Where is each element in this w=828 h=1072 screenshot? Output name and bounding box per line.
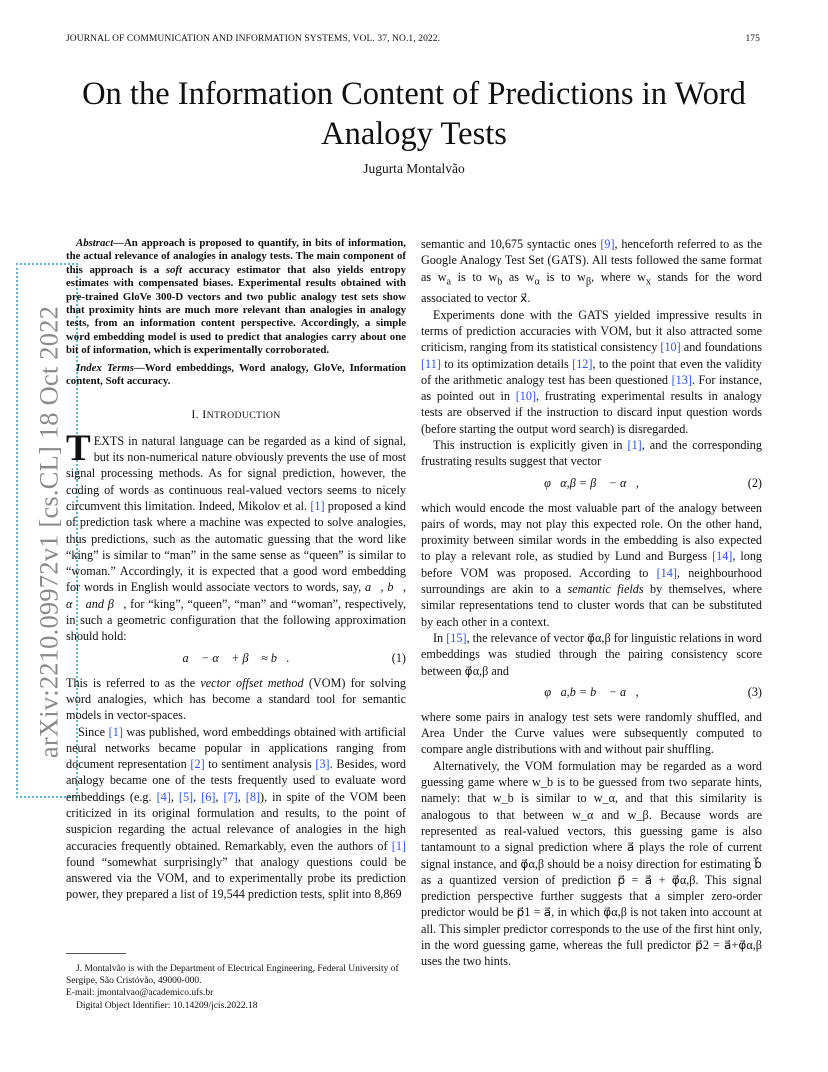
citation-link[interactable]: [1] (310, 498, 325, 513)
right-column (421, 236, 762, 970)
footnote (66, 963, 406, 1012)
citation-link[interactable]: [1] (627, 438, 642, 452)
body-paragraph-5: In [15], the relevance of vector φ⃗α,β for linguistic relations in word embeddings was studied through the pairing consistency score between φ⃗α,β and (421, 630, 763, 678)
citation-link[interactable]: [10] (660, 340, 681, 355)
equation-3: φ⃗a,b = b⃗ − a⃗, (3) (544, 684, 762, 699)
body-paragraph-7: Alternatively, the VOM formulation may be regarded as a word guessing game where w_b is to be guessed from two separate hints, namely: that w_b is similar to w_α, and that this similarity is analogous to that between w_α and w_β. Because words are represented as real-valued vectors, this guessing game is also tantamount to a signal prediction where a⃗ plays the role of current signal instance, and φ⃗α,β should be a noisy direction for estimating b⃗ as a quantized version of prediction p⃗ = a⃗ + φ⃗α,β. This signal prediction perspective further suggests that a simpler zero-order predictor would be p⃗1 = a⃗, in which φ⃗α,β is not taken into account at all. This simpler predictor corresponds to the use of the first hint only, in the word guessing game, whereas the full predictor p⃗2 = a⃗+φ⃗α,β uses the two hints. (421, 758, 762, 969)
section-heading: I. INTRODUCTION (191, 407, 281, 422)
citation-link[interactable]: [14] (712, 549, 733, 564)
citation-link[interactable]: [12] (572, 356, 593, 371)
citation-link[interactable]: [4] (156, 789, 171, 804)
citation-link[interactable]: [3] (315, 757, 330, 772)
left-column (66, 237, 406, 903)
running-header: JOURNAL OF COMMUNICATION AND INFORMATION SYSTEMS, VOL. 37, NO.1, 2022. (66, 34, 441, 44)
paper-title: On the Information Content of Predictions in Word Analogy Tests (82, 76, 746, 152)
index-terms-label: Index Terms (76, 361, 135, 374)
author-name: Jugurta Montalvão (363, 161, 465, 176)
citation-link[interactable]: [11] (421, 356, 441, 371)
citation-link[interactable]: [10] (515, 389, 537, 404)
intro-paragraph-2: This is referred to as the vector offset method (VOM) for solving word analogies, which has become a standard tool for semantic models in vector-spaces. (66, 675, 406, 723)
equation-1: a⃗ − α⃗ + β⃗ ≈ b⃗. (1) (182, 650, 406, 665)
equation-number: (2) (747, 475, 762, 490)
citation-link[interactable]: [7] (223, 789, 238, 804)
citation-link[interactable]: [14] (656, 565, 677, 580)
citation-link[interactable]: [5] (178, 789, 194, 804)
body-paragraph-3: This instruction is explicitly given in [1], and the corresponding frustrating results suggest that vector (421, 438, 762, 469)
intro-paragraph-3: Since [1] was published, word embeddings obtained with artificial neural networks became popular in applications ranging from document representation [2] to sentiment analysis [3]. Besides, word analogy became one of the tests frequently used to evaluate word embeddings (e.g. [4], [5], [6], [7], [8]), in spite of the VOM been criticized in its original formulation and results, to the point of suspicion regarding the actual relevance of analogies in the high accuracies frequently obtained. Remarkably, even the authors of [1] found “somewhat surprisingly” that analogy questions could be answered via the VOM, and to experimentally probe its prediction power, they prepared a list of 19,544 prediction tests, split into 8,869 (66, 724, 407, 902)
page-number: 175 (745, 34, 760, 44)
citation-link[interactable]: [6] (201, 789, 216, 804)
citation-link[interactable]: [2] (190, 757, 205, 772)
footnote-rule (66, 953, 126, 954)
body-paragraph-1: semantic and 10,675 syntactic ones [9], henceforth referred to as the Google Analogy Test Set (GATS). All tests followed the same format as $w_a$ is to $w_b$ as $w_\alpha$ is to $w_\beta$, where $w_x$ stands for the word associated to vector x⃗. (421, 237, 762, 306)
citation-link[interactable]: [9] (600, 237, 615, 251)
citation-link[interactable]: [8] (245, 789, 261, 804)
body-paragraph-6: where some pairs in analogy test sets were randomly shuffled, and Area Under the Curve values were subsequently computed to compare angle distributions with and without pair shuffling. (421, 709, 762, 757)
citation-link[interactable]: [13] (671, 372, 692, 387)
footnote-affiliation: J. Montalvão is with the Department of Electrical Engineering, Federal University of Sergipe, São Cristóvão, 49000-000. (66, 964, 399, 987)
citation-link[interactable]: [15] (446, 630, 467, 645)
body-paragraph-2: Experiments done with the GATS yielded impressive results in terms of prediction accuracies with VOM, but it also attracted some criticism, ranging from its statistical consistency [10] and foundations [11] to its optimization details [12], to the point that even the validity of the arithmetic analogy test has been questioned [13]. For instance, as pointed out in [10], frustrating experimental results in analogy tests are observed if the instruction to discard input question words (before starting the output word search) is disregarded. (421, 307, 762, 436)
index-terms: —Word embeddings, Word analogy, GloVe, Information content, Soft accuracy. (66, 361, 406, 388)
equation-2: φ⃗α,β = β⃗ − α⃗, (2) (544, 475, 762, 490)
footnote-email: E-mail: jmontalvao@academico.ufs.br (66, 988, 214, 999)
citation-link[interactable]: [1] (391, 838, 406, 853)
abstract-label: Abstract (76, 237, 114, 249)
citation-link[interactable]: [1] (108, 724, 123, 739)
intro-paragraph-1: TEXTS in natural language can be regarded as a kind of signal, but its non-numerical nature obviously prevents the use of most signal processing methods. As for signal prediction, however, the coding of words as continuous real-valued vectors seems to nicely circumvent this limitation. Indeed, Mikolov et al. [1] proposed a kind of prediction task where a machine was expected to solve analogies, thus predictions, such as the automatic guessing that the word like “king” is similar to “man” in the same sense as “queen” is similar to “woman.” Accordingly, it is expected that a good word embedding for words in English would associate vectors to words, say, a⃗, b⃗, α⃗ and β⃗, for “king”, “queen”, “man” and “woman”, respectively, in such a geometric configuration that the following approximation should hold: (66, 427, 406, 644)
equation-number: (3) (747, 684, 762, 699)
equation-number: (1) (391, 650, 406, 665)
body-paragraph-4: which would encode the most valuable part of the analogy between pairs of words, may not play this expected role. On the other hand, proximity between similar words in the embedding is also expected to play a relevant role, as studied by Lund and Burgess [14], long before VOM was proposed. According to [14], neighbourhood surroundings are akin to a semantic fields by themselves, where similar representations tend to cluster words that can be substituted by each other in a context. (421, 500, 763, 629)
arxiv-stamp-text: arXiv:2210.09972v1 [cs.CL] 18 Oct 2022 (33, 305, 64, 759)
drop-cap: T (66, 427, 91, 469)
footnote-doi: Digital Object Identifier: 10.14209/jcis.2022.18 (76, 1000, 258, 1011)
abstract: Abstract—An approach is proposed to quantify, in bits of information, the actual relevance of analogies in analogy tests. The main component of this approach is a soft accuracy estimator that also yields entropy estimates with compensated biases. Experimental results obtained with pre-trained GloVe 300-D vectors and two public analogy test sets show that proximity hints are much more relevant than analogies in analogy tests, from an information content perspective. Accordingly, a simple word embedding model is used to predict that analogies carry about one bit of information, which is experimentally corroborated. Index Terms—Word embeddings, Word analogy, GloVe, Information content, Soft accuracy. (66, 237, 406, 388)
